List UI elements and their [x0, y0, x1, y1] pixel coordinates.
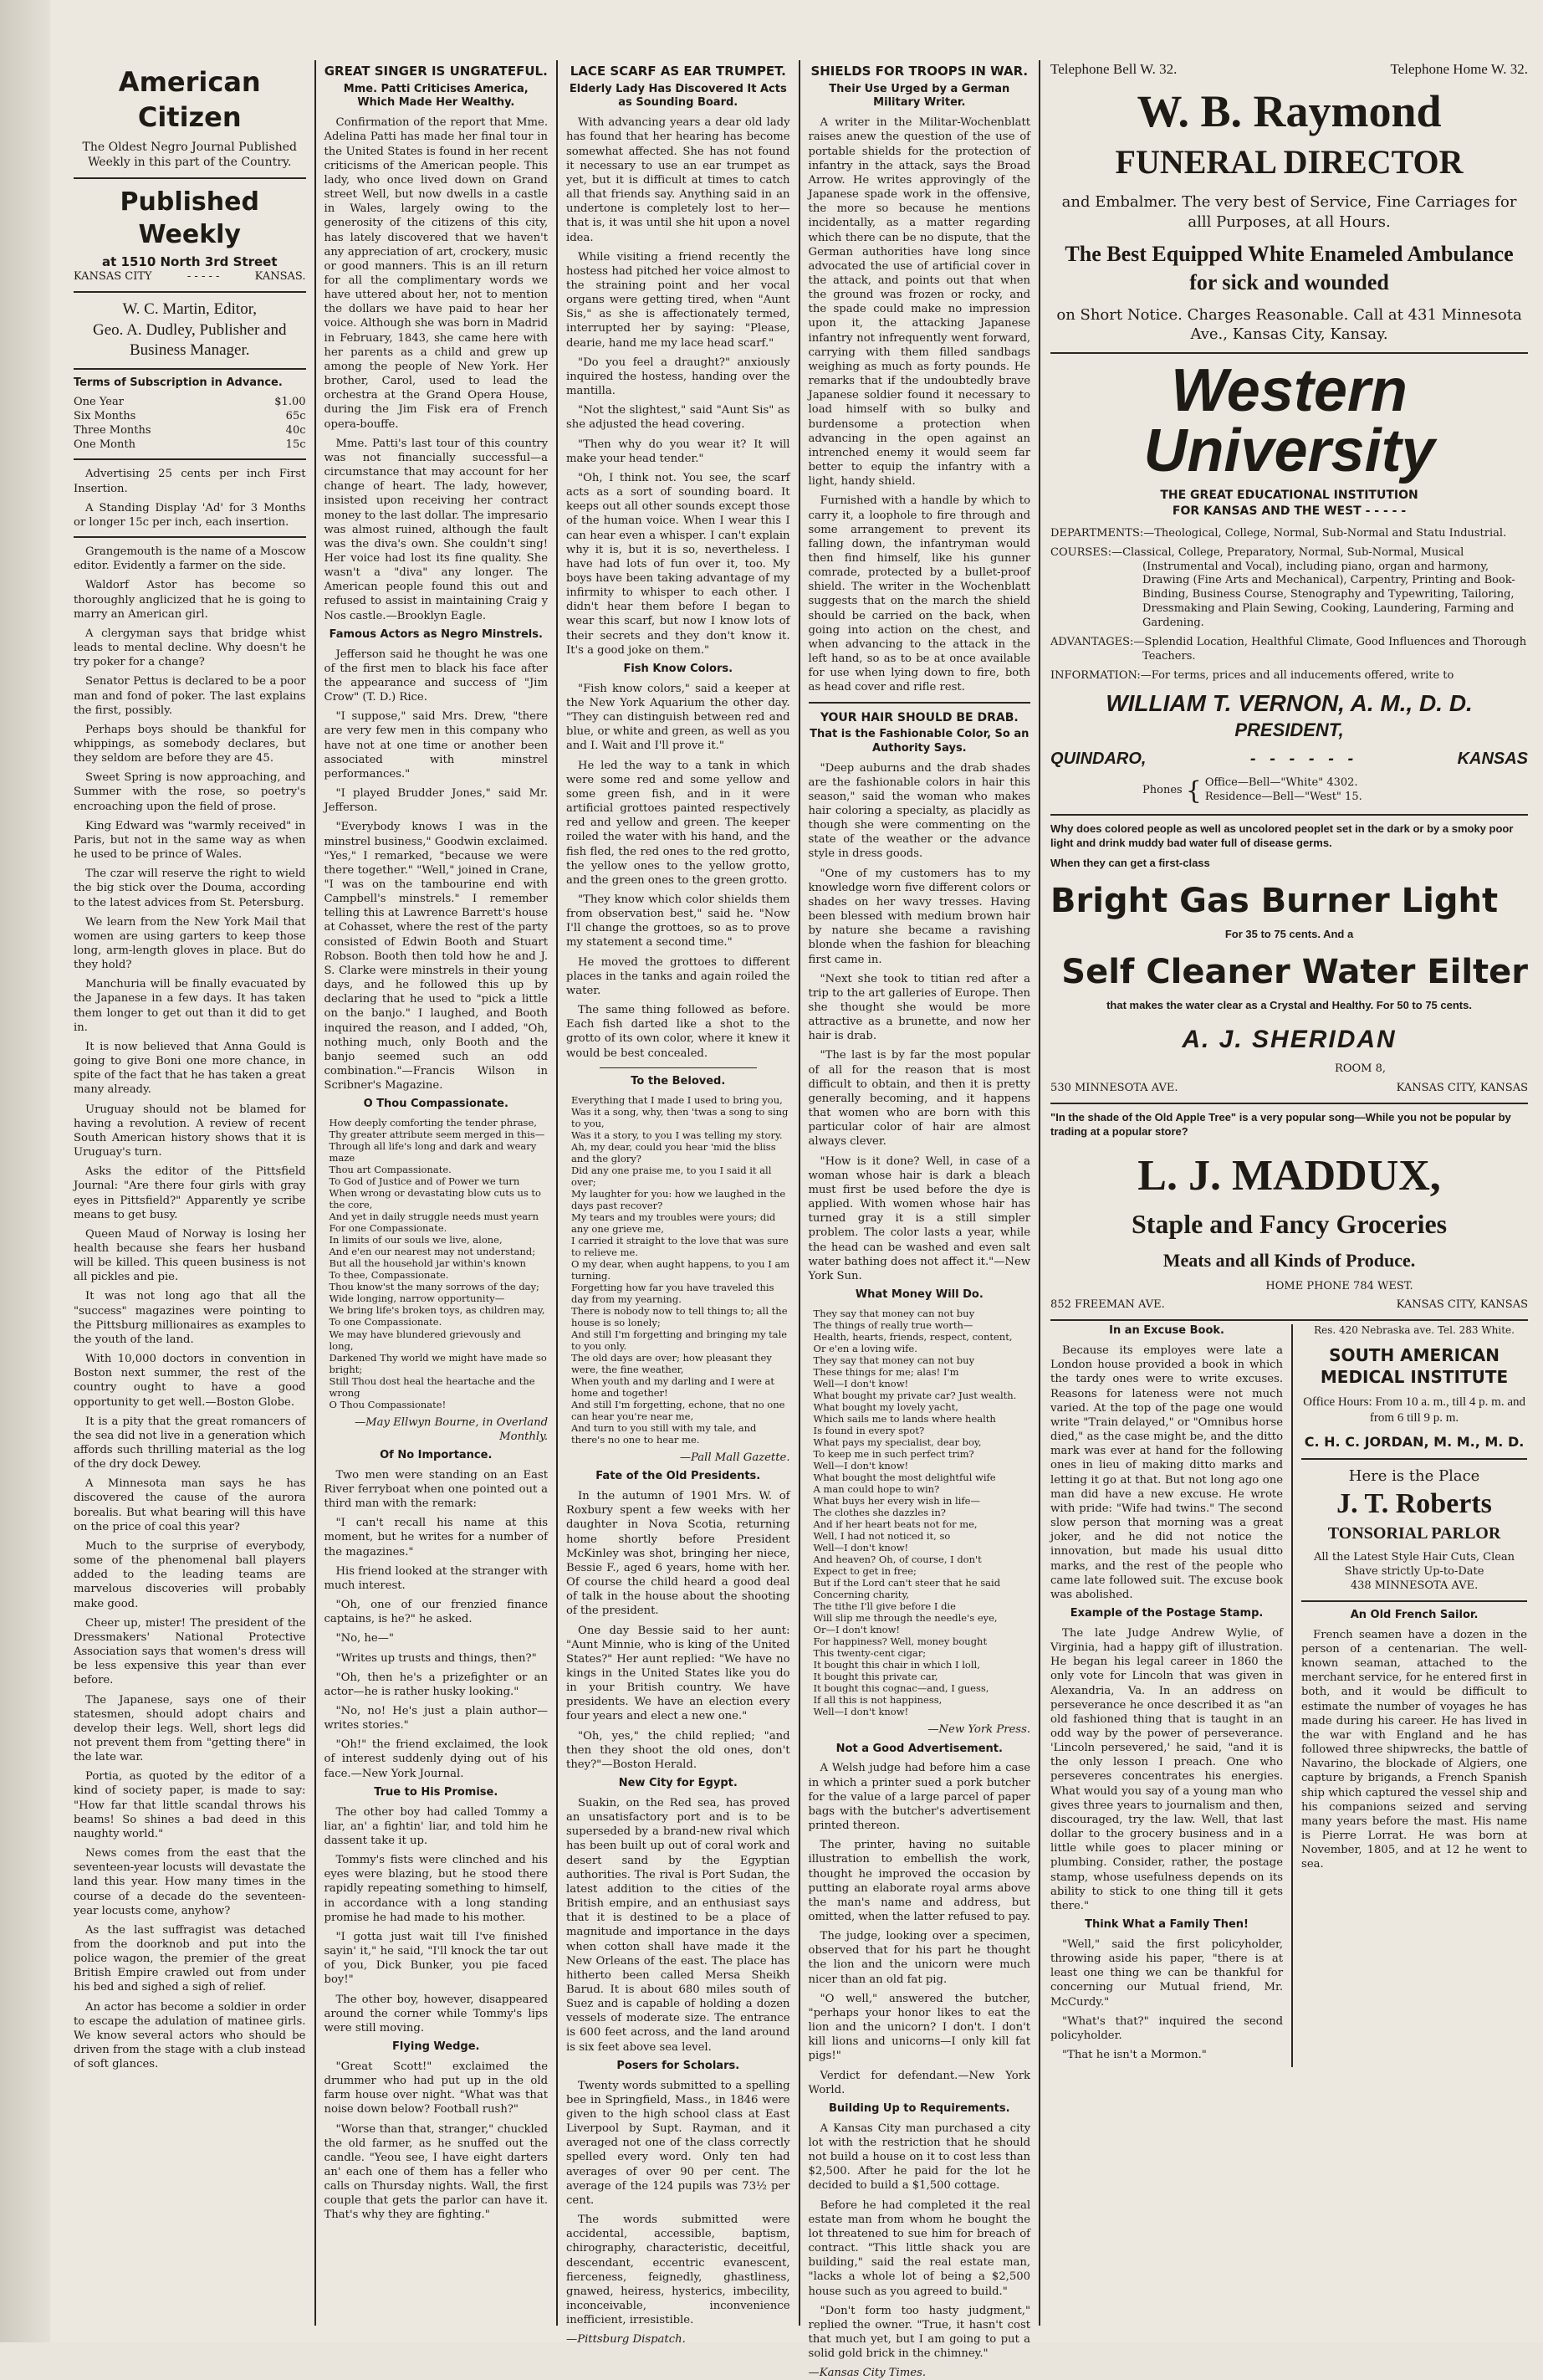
roberts-name: J. T. Roberts	[1336, 1488, 1492, 1520]
paragraph: His friend looked at the stranger with much interest.	[324, 1564, 549, 1592]
divider	[1301, 1458, 1527, 1460]
city-right: KANSAS.	[254, 270, 306, 284]
paragraph: "Next she took to titian red after a trip to the art galleries of Europe. Then she thought she would be more attractive as a brunette, and now her hair is drab.	[808, 972, 1031, 1043]
poem-line: My tears and my troubles were yours; did any one grieve me,	[571, 1210, 776, 1235]
terms-label: One Month	[74, 438, 135, 451]
institute-name-2: MEDICAL INSTITUTE	[1320, 1366, 1509, 1387]
paragraph: The czar will reserve the right to wield the big stick over the Douma, according to the latest advices from St. Petersburg.	[74, 868, 306, 909]
poem-line: And yet in daily struggle needs must yearn	[329, 1210, 539, 1223]
paragraph: The other boy had called Tommy a liar, an' a fightin' liar, and told him he dassent take it up.	[324, 1805, 549, 1847]
poem-line: Health, hearts, friends, respect, content,	[813, 1330, 1013, 1343]
filter-title: Self Cleaner Water Eilter	[1061, 953, 1529, 992]
poem-line: In limits of our souls we live, alone,	[329, 1234, 503, 1246]
poem-line: Ah, my dear, could you hear 'mid the bliss and the glory?	[571, 1140, 776, 1164]
headline: Famous Actors as Negro Minstrels.	[329, 627, 543, 641]
phones-label: Phones	[1142, 783, 1183, 796]
raymond-ambulance: The Best Equipped White Enameled Ambulance for sick and wounded	[1065, 242, 1514, 294]
paragraph: Much to the surprise of everybody, some of the phenomenal ball players added to the leading teams are marvelous discoveries will probably make good.	[74, 1539, 306, 1610]
poem-line: It bought this private car,	[813, 1671, 938, 1683]
paragraph: A Kansas City man purchased a city lot with the restriction that he should not build a house on it to cost less than $2,500. After he paid for the lot he decided to build a $1,500 cottage.	[808, 2122, 1031, 2193]
paragraph: The late Judge Andrew Wylie, of Virginia, had a happy gift of illustration. He began his legal career in 1860 the only vote for Lincoln that was given in Alexandria, Va. In an address on perseverance he once described it as "an old fashioned thing that is taught in an odd way by the power of perseverance. 'Lincoln persevered,' he said, "and it is the only lesson I preach. One who perseveres concentrates his energies. What would you say of a young man who gives three years to journalism and then, discouraged, try the law. Well, that last dollar to the grocery business and in a little while goes to placer mining or plumbing. Consider, rather, the postage stamp, whose usefulness depends on its ability to stick to one thing till it gets there."	[1050, 1626, 1284, 1912]
ads-subcolumn-left	[1050, 1324, 1293, 2067]
page-binding-shadow	[0, 0, 50, 2342]
sheridan-city: KANSAS CITY, KANSAS	[1396, 1082, 1529, 1095]
poem-line: And e'en our nearest may not understand;	[329, 1246, 536, 1258]
paragraph: "What's that?" inquired the second policyholder.	[1050, 2014, 1284, 2042]
phone-residence: Residence—Bell—"West" 15.	[1204, 791, 1362, 804]
paragraph: A Welsh judge had before him a case in which a printer sued a pork butcher for the value of a large parcel of paper bags with the butcher's advertisement printed thereon.	[808, 1762, 1031, 1833]
headline: SHIELDS FOR TROOPS IN WAR.	[810, 64, 1029, 79]
paper-title: American Citizen	[118, 66, 261, 133]
poem-line: Will slip me through the needle's eye,	[813, 1612, 998, 1625]
editor-line: W. C. Martin, Editor,	[122, 299, 258, 318]
paragraph: With 10,000 doctors in convention in Boston next summer, the rest of the country ought to have a good opportunity to get well.—Boston Globe.	[74, 1353, 306, 1409]
paragraph: Perhaps boys should be thankful for whippings, as somebody declares, but they seldom are before they are 45.	[74, 723, 306, 765]
paragraph: "Oh, yes," the child replied; "and then they shoot the old ones, don't they?"—Boston Herald.	[566, 1729, 790, 1771]
paragraph: "Oh, then he's a prizefighter or an actor—he is rather husky looking."	[324, 1671, 549, 1698]
paragraph: It is a pity that the great romancers of the sea did not live in a generation which affords such thrilling material as the log of the dry dock Dewey.	[74, 1415, 306, 1472]
paragraph: "Well," said the first policyholder, throwing aside his paper, "there is at least one thing we can be thankful for concerning our Mutual friend, Mr. McCurdy."	[1050, 1937, 1284, 2009]
poem-line: Did any one praise me, to you I said it all over;	[571, 1164, 772, 1188]
headline: True to His Promise.	[374, 1785, 498, 1799]
poem-line: Well—I don't know!	[813, 1706, 909, 1718]
column-2	[316, 60, 559, 2326]
divider	[1050, 1319, 1528, 1321]
poem-line: Well—I don't know!	[813, 1377, 909, 1390]
terms-title: Terms of Subscription in Advance.	[74, 376, 283, 390]
poem-line: Well—I don't know!	[813, 1460, 909, 1472]
roberts-address: 438 MINNESOTA AVE.	[1350, 1579, 1479, 1593]
paragraph: Because its employes were late a London house provided a book in which the tardy ones were to write excuses. Reasons for lateness were not much varied. At the top of the page one would write "Train delayed," or "Omnibus horse died," as the case might be, and the ditto mark was ever at hand for the following ones in lieu of making ditto marks and letting it go at that. But not long ago one man did have a new excuse. He wrote with pride: "Wife had twins." The second slow person that morning was a great joker, and he did not notice the innovation, but made his usual ditto marks, and the rest of the people who came late followed suit. The excuse book was abolished.	[1050, 1344, 1284, 1601]
poem-line: To thee, Compassionate.	[329, 1269, 449, 1282]
credit: —Kansas City Times.	[808, 2367, 927, 2380]
headline: Posers for Scholars.	[616, 2059, 740, 2072]
poem-line: O my dear, when aught happens, to you I am turning.	[571, 1257, 790, 1282]
poem-line: To keep me in such perfect trim?	[813, 1448, 974, 1461]
poem-line: When youth and my darling and I were at home and together!	[571, 1374, 775, 1399]
paragraph: Confirmation of the report that Mme. Adelina Patti has made her final tour in the United States is found in her recent criticisms of the American people. This lady, who once lived down on Grand street Well, but now dwells in a castle in Wales, largely owing to the generosity of the citizens of this city, has lately discovered that we haven't any appreciation of art, crockery, music or good manners. This is an ill return for all the complimentary words we have uttered about her, not to mention the dollars we have paid to hear her voice. Although she was born in Madrid in February, 1843, she came here with her parents as a child and grew up among the people of New York. Her brother, Carol, used to lead the orchestra at the Grand Opera House, during the Jim Fisk era of French opera-bouffe.	[324, 116, 549, 431]
headline: LACE SCARF AS EAR TRUMPET.	[570, 64, 786, 79]
poem-line: I carried it straight to the love that was sure to relieve me.	[571, 1234, 789, 1258]
headline: GREAT SINGER IS UNGRATEFUL.	[324, 64, 548, 79]
poem-line: Thy greater attribute seem merged in this—	[329, 1129, 545, 1141]
institute-name-1: SOUTH AMERICAN	[1329, 1344, 1500, 1365]
divider	[600, 1067, 757, 1068]
headline: O Thou Compassionate.	[363, 1098, 508, 1111]
paragraph: "Fish know colors," said a keeper at the New York Aquarium the other day. "They can distinguish between red and blue, or white and green, as well as you and I. Wait and I'll prove it."	[566, 682, 790, 753]
poem-line: And turn to you still with my tale, and there's no one to hear me.	[571, 1422, 757, 1446]
poem-line: Well—I don't know!	[813, 1542, 909, 1554]
roberts-intro: Here is the Place	[1348, 1466, 1480, 1485]
poem-line: The tithe I'll give before I die	[813, 1600, 956, 1613]
paragraph: "Oh, I think not. You see, the scarf acts as a sort of sounding board. It keeps out all other sounds except those of the human voice. When I wear this I can hear even a whisper. I can't explain why it is, but it is so, nevertheless. I have had lots of fun over it, too. My boys have been taking advantage of my infirmity to whisper to each other. I didn't hear them before I began to wear this scarf, but now I know lots of their secrets and they don't know it. It's a good joke on them."	[566, 471, 790, 657]
paragraph: He led the way to a tank in which were some red and some yellow and some green fish, and in it were artificial grottoes painted respectively red and yellow and green. The keeper roiled the water with his hand, and the fish fled, the red ones to the red grotto, the yellow ones to the yellow grotto, and the green ones to the green grotto.	[566, 759, 790, 887]
ads-subcolumn-right	[1293, 1324, 1527, 2067]
divider	[1050, 814, 1528, 816]
paragraph: "Do you feel a draught?" anxiously inquired the hostess, handing over the mantilla.	[566, 356, 790, 398]
poem-line: And still I'm forgetting, echone, that no one can hear you're near me,	[571, 1399, 785, 1423]
poem-line: Which sails me to lands where health	[813, 1413, 996, 1425]
ads-subcolumns	[1050, 1324, 1528, 2067]
vernon-title: PRESIDENT,	[1234, 719, 1344, 741]
terms-list	[74, 396, 306, 453]
paragraph: "O well," answered the butcher, "perhaps your honor likes to eat the lion and the unicorn? I don't. I don't kill lions and unicorns—I only kill fat pigs!"	[808, 1992, 1031, 2063]
terms-label: Six Months	[74, 409, 136, 422]
phone-office: Office—Bell—"White" 4302.	[1204, 776, 1358, 790]
gas-price: For 35 to 75 cents. And a	[1224, 928, 1354, 941]
poem-line: Is found in every spot?	[813, 1425, 925, 1437]
roberts-business: TONSORIAL PARLOR	[1327, 1524, 1501, 1543]
poem-line: These things for me; alas! I'm	[813, 1365, 959, 1378]
published-weekly: Published Weekly	[120, 187, 259, 249]
maddux-city: KANSAS CITY, KANSAS	[1396, 1298, 1529, 1312]
headline: Flying Wedge.	[392, 2040, 480, 2054]
paper-city	[74, 270, 306, 284]
paragraph: Waldorf Astor has become so thoroughly anglicized that he is going to marry an American girl.	[74, 579, 306, 621]
poem-line: If all this is not happiness,	[813, 1694, 943, 1707]
headline: YOUR HAIR SHOULD BE DRAB.	[820, 710, 1019, 724]
poem-line: We may have blundered grievously and long,	[329, 1328, 521, 1352]
telephone-line	[1050, 60, 1528, 79]
poem-line: What bought the most delightful wife	[813, 1472, 996, 1484]
column-3	[558, 60, 800, 2347]
credit: —New York Press.	[927, 1723, 1031, 1737]
paragraph: Jefferson said he thought he was one of the first men to black his face after the appearance and success of "Jim Crow" (T. D.) Rice.	[324, 647, 549, 704]
paragraph: French seamen have a dozen in the person of a centenarian. The well-known seaman, attached to the merchant service, for he entered first in both, and it would be difficult to estimate the number of voyages he has made during his career. He has lived in the war with England and he has followed three shipwrecks, the battle of Navarino, the blockade of Algiers, one capture by brigands, a French Spanish ship which captured the vessel ship and his companions seized and serving many years before the mast. His name is Pierre Lorrat. He was born at November, 1805, and at 12 he went to sea.	[1301, 1628, 1528, 1871]
subheadline: That is the Fashionable Color, So an Authority Says.	[810, 727, 1030, 755]
quindaro-kansas: KANSAS	[1457, 749, 1529, 768]
advertising-rate: Advertising 25 cents per inch First Insertion.	[74, 468, 306, 495]
poem-line: When wrong or devastating blow cuts us to the core,	[329, 1187, 541, 1211]
poem-line: And if her heart beats not for me,	[813, 1518, 978, 1531]
poem-line: For one Compassionate.	[329, 1222, 447, 1235]
poem-line: Or—I don't know!	[813, 1624, 901, 1636]
university-title: Western University	[1143, 357, 1435, 485]
raymond-name: W. B. Raymond	[1137, 86, 1442, 137]
paragraph: Two men were standing on an East River ferryboat when one pointed out a third man with the remark:	[324, 1468, 549, 1511]
column-4	[800, 60, 1041, 2380]
headline: To the Beloved.	[631, 1074, 726, 1088]
poem-line: To God of Justice and of Power we turn	[329, 1175, 520, 1188]
sheridan-room: ROOM 8,	[1335, 1062, 1386, 1076]
headline: What Money Will Do.	[855, 1287, 984, 1301]
paragraph: "Great Scott!" exclaimed the drummer who had put up in the old farm house over night. "What was that noise down below? Football rush?"	[324, 2060, 549, 2116]
roberts-styles: All the Latest Style Hair Cuts, Clean Shave strictly Up-to-Date	[1314, 1551, 1515, 1579]
subheadline: Elderly Lady Has Discovered It Acts as Sounding Board.	[569, 82, 787, 110]
phones-block	[1142, 775, 1528, 807]
sheridan-name: A. J. SHERIDAN	[1182, 1026, 1397, 1054]
terms-price: 65c	[285, 409, 306, 422]
paragraph: While visiting a friend recently the hostess had pitched her voice almost to the straining point and her vocal organs were getting tired, when "Aunt Sis," as she is affectionately termed, interrupted her by saying: "Please, dearie, hand me my lace head scarf."	[566, 250, 790, 350]
poem-line: But if the Lord can't steer that he said	[813, 1577, 1001, 1589]
poem-line: Thou know'st the many sorrows of the day;	[329, 1281, 539, 1293]
paragraph: "That he isn't a Mormon."	[1062, 2048, 1207, 2061]
sheridan-address: 530 MINNESOTA AVE.	[1050, 1082, 1178, 1095]
poem-line: They say that money can not buy	[813, 1354, 975, 1366]
paragraph: Cheer up, mister! The president of the Dressmakers' National Protective Association says that women's dress will be less expensive this year than ever before.	[74, 1616, 306, 1687]
column-ads	[1040, 60, 1533, 2326]
raymond-embalmer: and Embalmer. The very best of Service, Fine Carriages for alll Purposes, at all Hours.	[1061, 193, 1517, 231]
headline: Fate of the Old Presidents.	[595, 1470, 761, 1483]
column-masthead	[65, 60, 316, 2326]
paragraph: "Writes up trusts and things, then?"	[335, 1651, 537, 1665]
terms-label: Three Months	[74, 423, 151, 437]
paragraph: "Oh!" the friend exclaimed, the look of interest suddenly dying out of his face.—New York Journal.	[324, 1738, 549, 1780]
paragraph: In the autumn of 1901 Mrs. W. of Roxbury spent a few weeks with her daughter in Nova Scotia, returning home shortly before President McKinley was shot, bringing her niece, Bessie F., aged 6 years, home with her. Of course the child heard a good deal of talk in the house about the shooting of the president.	[566, 1490, 790, 1618]
university-advantages: ADVANTAGES:—Splendid Location, Healthful Climate, Good Influences and Thorough Teachers.	[1050, 636, 1527, 663]
paragraph: A clergyman says that bridge whist leads to mental decline. Why doesn't he try poker for a change?	[74, 627, 306, 669]
credit: —Pall Mall Gazette.	[679, 1451, 790, 1465]
institute-residence: Res. 420 Nebraska ave. Tel. 283 White.	[1314, 1324, 1515, 1337]
paragraph: Manchuria will be finally evacuated by the Japanese in a few days. It has taken them longer to get out than it did to get in.	[74, 978, 306, 1034]
paragraph: Portia, as quoted by the editor of a kind of society paper, is made to say: "How far that little scandal throws his beams! So shines a bad deed in this naughty world."	[74, 1770, 306, 1840]
sheridan-address-line	[1050, 1082, 1528, 1096]
paragraph: "The last is by far the most popular of all for the reason that is most difficult to obtain, and then it is pretty generally becoming, and it happens that women who are born with this particular color of hair are almost always clever.	[808, 1049, 1031, 1149]
terms-row	[74, 396, 306, 410]
divider	[74, 536, 306, 538]
poem-line: There is nobody now to tell things to; all the house is so lonely;	[571, 1304, 788, 1328]
paragraph: He moved the grottoes to different places in the tanks and again roiled the water.	[566, 955, 790, 997]
poem-line: The clothes she dazzles in?	[813, 1507, 946, 1519]
paragraph: "No, no! He's just a plain author—writes stories."	[324, 1705, 549, 1733]
university-information: INFORMATION:—For terms, prices and all inducements offered, write to	[1050, 668, 1454, 682]
poem-line: O Thou Compassionate!	[329, 1398, 447, 1410]
headline: Think What a Family Then!	[1085, 1918, 1249, 1931]
headline: Building Up to Requirements.	[829, 2101, 1010, 2115]
terms-price: 15c	[285, 438, 306, 451]
paragraph: "I played Brudder Jones," said Mr. Jefferson.	[324, 787, 549, 815]
terms-row	[74, 438, 306, 453]
paragraph: One day Bessie said to her aunt: "Aunt Minnie, who is king of the United States?" Her aunt replied: "We have no kings in the United States like you do in your British country. We have presidents. We have an election every four years and elect a new one."	[566, 1624, 790, 1723]
paragraph: "I gotta just wait till I've finished sayin' it," he said, "I'll knock the tar out of you, Dick Bunker, you pie faced boy!"	[324, 1930, 549, 1987]
paragraph: Mme. Patti's last tour of this country was not financially successful—a circumstance that may account for her change of heart. The lady, however, insisted upon receiving her contract money to the last dollar. The impresario was almost ruined, although the fault was the diva's own. She couldn't sing! Her voice had lost its fine quality. She wasn't a "diva" any longer. The American people found this out and refused to assist in maintaining Craig y Nos castle.—Brooklyn Eagle.	[324, 437, 549, 622]
credit: —Pittsburg Dispatch.	[566, 2333, 686, 2347]
university-departments: DEPARTMENTS:—Theological, College, Normal, Sub-Normal and Statu Industrial.	[1050, 526, 1507, 540]
paragraph: Uruguay should not be blamed for having a revolution. A review of recent South American history shows that it is Uruguay's turn.	[74, 1103, 306, 1159]
poem-line: Expect to get in free;	[813, 1565, 917, 1578]
terms-price: 40c	[285, 423, 306, 437]
paragraph: Before he had completed it the real estate man from whom he bought the lot threatened to sue him for breach of contract. "This little shack you are building," said the real estate man, "lacks a whole lot of being a $2,500 house such as you agreed to build."	[808, 2198, 1031, 2298]
paragraph: "Oh, one of our frenzied finance captains, is he?" he asked.	[324, 1599, 549, 1626]
university-sub2: FOR KANSAS AND THE WEST - - - - -	[1172, 504, 1407, 518]
poem-line: Still Thou dost heal the heartache and the wrong	[329, 1374, 535, 1399]
paragraph: We learn from the New York Mail that women are using garters to keep those long, arm-length gloves in place. But do they hold?	[74, 915, 306, 972]
maddux-meats: Meats and all Kinds of Produce.	[1162, 1249, 1416, 1271]
paragraph: "Everybody knows I was in the minstrel business," Goodwin exclaimed. "Yes," I remarked, "because we were there together." "Well," joined in Crane, "I was on the tambourine end with Campbell's minstrels." I remember telling this at Lawrence Barrett's house at Cohasset, where the rest of the party consisted of Edwin Booth and Stuart Robson. Booth then told how he and J. S. Clarke were minstrels in their young days, and he followed this up by declaring that he used to "pick a little on the banjo." I laughed, and Booth inquired the reason, and I added, "Oh, nothing much, only Booth and the banjo seemed such an odd combination."—Francis Wilson in Scribner's Magazine.	[324, 821, 549, 1093]
maddux-phone: HOME PHONE 784 WEST.	[1265, 1279, 1413, 1292]
paragraph: "They know which color shields them from observation best," said he. "Now I'll change the grottoes, so as to prove my statement a second time."	[566, 893, 790, 949]
university-sub1: THE GREAT EDUCATIONAL INSTITUTION	[1160, 489, 1418, 503]
phones-list	[1205, 776, 1362, 805]
paragraph: The words submitted were accidental, accessible, baptism, chirography, characteristic, deceitful, descendant, eccentric evanescent, fierceness, feignedly, ghastliness, gnawed, heiress, hysterics, imbecility, inconceivable, inconvenience inefficient, irresistible.	[566, 2214, 790, 2327]
paragraph: "One of my customers has to my knowledge worn five different colors or shades on her wavy tresses. Having been blessed with medium brown hair by nature she became a ravishing blonde when the fashion for bleaching first came in.	[808, 867, 1031, 966]
poem-line: My laughter for you: how we laughed in the days past recover?	[571, 1187, 786, 1211]
gas-when: When they can get a first-class	[1050, 857, 1210, 870]
apple-tree-text: "In the shade of the Old Apple Tree" is a very popular song—While you not be popular by trading at a popular store?	[1050, 1110, 1511, 1138]
divider	[74, 458, 306, 460]
poem-line: The old days are over; how pleasant they were, the fine weather,	[571, 1351, 772, 1375]
terms-row	[74, 424, 306, 438]
maddux-groceries: Staple and Fancy Groceries	[1131, 1209, 1448, 1240]
poem-line: What pays my specialist, dear boy,	[813, 1436, 982, 1449]
paper-tagline: The Oldest Negro Journal Published Weekly in this part of the Country.	[82, 141, 297, 170]
paragraph: Sweet Spring is now approaching, and Summer with the rose, so poetry's encroaching upon the field of prose.	[74, 771, 306, 813]
poem-line: How deeply comforting the tender phrase,	[329, 1117, 537, 1129]
poem-line: They say that money can not buy	[813, 1307, 975, 1319]
poem-line: It bought this cognac—and, I guess,	[813, 1682, 989, 1695]
poem-line: To one Compassionate.	[329, 1316, 442, 1328]
poem-line: And heaven? Oh, of course, I don't	[813, 1553, 982, 1566]
paragraph: Grangemouth is the name of a Moscow editor. Evidently a farmer on the side.	[74, 545, 306, 573]
paragraph: "How is it done? Well, in case of a woman whose hair is dark a bleach must first be used before the dye is applied. With women whose hair has turned gray it is a still simpler problem. The color lasts a year, while the head can be washed and even salt water bathing does not affect it."—New York Sun.	[808, 1154, 1031, 1282]
divider	[74, 177, 306, 179]
paragraph: As the last suffragist was detached from the doorknob and put into the police wagon, the premier of the great British Empire crawled out from under his bed and sighed a sigh of relief.	[74, 1923, 306, 1994]
poem	[330, 1117, 549, 1410]
paragraph: The Japanese, says one of their statesmen, should adopt chairs and develop their legs. Well, short legs did not prevent them from "getting there" in the late war.	[74, 1693, 306, 1764]
institute-doctor: C. H. C. JORDAN, M. M., M. D.	[1304, 1433, 1525, 1450]
poem-line: For happiness? Well, money bought	[813, 1635, 988, 1648]
quindaro-dashes: - - - - - -	[1249, 749, 1354, 768]
filter-desc: that makes the water clear as a Crystal and Healthy. For 50 to 75 cents.	[1106, 999, 1472, 1012]
terms-price: $1.00	[274, 395, 306, 408]
subheadline: Their Use Urged by a German Military Writer.	[829, 82, 1010, 110]
poem-line: We bring life's broken toys, as children may,	[329, 1304, 545, 1317]
display-ad-rate: A Standing Display 'Ad' for 3 Months or longer 15c per inch, each insertion.	[74, 501, 306, 529]
paper-address: at 1510 North 3rd Street	[102, 253, 278, 269]
telephone-home: Telephone Home W. 32.	[1390, 61, 1529, 77]
poem-line: Everything that I made I used to bring you,	[571, 1093, 783, 1106]
poem-line: Or e'en a loving wife.	[813, 1342, 917, 1354]
poem-line: Forgetting how far you have traveled this day from my yearning.	[571, 1281, 774, 1305]
poem-line: Wide longing, narrow opportunity—	[329, 1292, 505, 1305]
paragraph: With advancing years a dear old lady has found that her hearing has become somewhat affected. She has not found it necessary to use an ear trumpet as yet, but it is difficult at times to catch all that friends say. Anything said in an undertone is completely lost to her—that is, it was until she hit upon a novel idea.	[566, 116, 790, 244]
paragraph: King Edward was "warmly received" in Paris, but not in the same way as when he used to be prince of Wales.	[74, 819, 306, 862]
poem-line: This twenty-cent cigar;	[813, 1647, 927, 1660]
divider	[1301, 1600, 1527, 1602]
vernon-name: WILLIAM T. VERNON, A. M., D. D.	[1106, 689, 1473, 716]
maddux-address-line	[1050, 1298, 1528, 1313]
poem-line: The things of really true worth—	[813, 1318, 973, 1331]
headline: Not a Good Advertisement.	[835, 1742, 1003, 1755]
headline: Of No Importance.	[380, 1448, 493, 1461]
poem-line: Concerning charity,	[813, 1589, 910, 1601]
poem-line: What bought my private car? Just wealth.	[813, 1389, 1017, 1401]
terms-row	[74, 410, 306, 424]
paragraph: Suakin, on the Red sea, has proved an unsatisfactory port and is to be superseded by a brand-new rival which has been built up out of coral work and desert sand by the Egyptian authorities. The rival is Port Sudan, the latest addition to the cities of the British empire, and an enthusiast says that it is destined to be a place of magnitude and importance in the days when cotton shall have made it the New Orleans of the east. The place has hitherto been called Mersa Sheikh Barud. It is about 680 miles south of Suez and is capable of holding a dozen vessels of moderate size. The entrance is 600 feet across, and the land around is six feet above sea level.	[566, 1796, 790, 2054]
quindaro-line	[1050, 748, 1528, 770]
paragraph: It is now believed that Anna Gould is going to give Boni one more chance, in spite of the fact that he has taken a great many already.	[74, 1040, 306, 1097]
paragraph: "Then why do you wear it? It will make your head tender."	[566, 438, 790, 465]
publisher-line: Geo. A. Dudley, Publisher and Business Manager.	[93, 320, 287, 360]
poem-line: Through all life's long and dark and weary maze	[329, 1140, 537, 1164]
gas-title: Bright Gas Burner Light	[1050, 882, 1499, 921]
paragraph: Senator Pettus is declared to be a poor man and fond of poker. The last explains the first, possibly.	[74, 675, 306, 717]
divider	[74, 291, 306, 293]
paragraph: A writer in the Militar-Wochenblatt raises anew the question of the use of portable shields for the protection of infantry in the attack, says the Broad Arrow. He writes approvingly of the Japanese spade work in the offensive, the more so because he mentions incidentally, as a matter regarding which there can be no dispute, that the German authorities have long since advocated the use of artificial cover in the attack, and points out that when the ground was frozen or rocky, and the spade could make no impression upon it, the attacking Japanese infantry not infrequently went forward, carrying with them filled sandbags weighing as much as forty pounds. He remarks that if the undoubtedly brave Japanese soldier found it necessary to load himself with so bulky and burdensome a protection when advancing in the open against an intrenched enemy it would seem far better to equip the infantry with a light, handy shield.	[808, 116, 1031, 489]
maddux-name: L. J. MADDUX,	[1137, 1151, 1441, 1200]
headline: In an Excuse Book.	[1109, 1324, 1224, 1338]
paragraph: The other boy, however, disappeared around the corner while Tommy's lips were still moving.	[324, 1993, 549, 2035]
paragraph: "Don't form too hasty judgment," replied the owner. "True, it hasn't cost that much yet, but I am going to put a solid gold brick in the chimney."	[808, 2304, 1031, 2361]
paragraph: "No, he—"	[335, 1632, 394, 1646]
headline: Fish Know Colors.	[623, 662, 733, 675]
credit: —May Ellwyn Bourne, in Overland Monthly.	[354, 1415, 549, 1443]
paragraph: Queen Maud of Norway is losing her health because she fears her husband will be killed. This queen business is not all pickles and pie.	[74, 1227, 306, 1284]
funeral-director: FUNERAL DIRECTOR	[1115, 143, 1464, 182]
institute-hours: Office Hours: From 10 a. m., till 4 p. m. and from 6 till 9 p. m.	[1303, 1395, 1526, 1425]
university-courses: COURSES:—Classical, College, Preparatory, Normal, Sub-Normal, Musical (Instrumental and Vocal), including piano, organ and harmony, Drawing (Fine Arts and Mechanical), Carpentry, Printing and Book-Binding, Business Course, Stenography and Typewriting, Tailoring, Dressmaking and Plain Sewing, Cooking, Laundering, Farming and Gardening.	[1050, 545, 1515, 630]
paragraph: Twenty words submitted to a spelling bee in Springfield, Mass., in 1846 were given to the high school class at East Liverpool by Supt. Rayman, and it averaged not one of the class correctly spelled every word. Only ten had averages of over 90 per cent. The average of the 124 pupils was 73½ per cent.	[566, 2079, 790, 2207]
terms-label: One Year	[74, 395, 124, 408]
paragraph: "I suppose," said Mrs. Drew, "there are very few men in this company who have not at one time or another been associated with minstrel performances."	[324, 710, 549, 781]
divider	[1050, 1103, 1528, 1104]
subheadline: Mme. Patti Criticises America, Which Made Her Wealthy.	[343, 82, 529, 110]
paragraph: Asks the editor of the Pittsfield Journal: "Are there four girls with gray eyes in Pittsfield?" Apparently ye scribe means to get busy.	[74, 1165, 306, 1221]
quindaro: QUINDARO,	[1050, 749, 1147, 768]
brace: {	[1185, 775, 1202, 806]
poem-line: A man could hope to win?	[813, 1483, 940, 1496]
poem-line: Thou art Compassionate.	[329, 1164, 452, 1176]
paragraph: News comes from the east that the seventeen-year locusts will devastate the land this year. How many times in the course of a decade do the seventeen-year locusts come, anyhow?	[74, 1847, 306, 1917]
headline: An Old French Sailor.	[1350, 1608, 1479, 1621]
poem-line: Darkened Thy world we might have made so bright;	[329, 1351, 547, 1375]
paragraph: "Worse than that, stranger," chuckled the old farmer, as he snuffed out the candle. "Yeou see, I have eight darters an' each one of them has a feller who calls on Thursday nights. Wall, the first couple that gets the parlor can have it. That's why they are fighting."	[324, 2122, 549, 2222]
city-left: KANSAS CITY	[74, 270, 152, 284]
paragraph: "I can't recall his name at this moment, but he writes for a number of the magazines."	[324, 1517, 549, 1559]
poem-line: But all the household jar within's known	[329, 1257, 526, 1270]
poem-line: What buys her every wish in life—	[813, 1495, 980, 1507]
poem-line: Well, I had not noticed it, so	[813, 1530, 951, 1543]
divider	[74, 368, 306, 370]
paragraph: The judge, looking over a specimen, observed that for his part he thought the lion and the unicorn were much nicer than an old fat pig.	[808, 1930, 1031, 1986]
headline: Example of the Postage Stamp.	[1070, 1606, 1264, 1620]
divider	[1050, 352, 1528, 354]
paragraph: The same thing followed as before. Each fish darted like a shot to the grotto of its own color, where it knew it would be best concealed.	[566, 1004, 790, 1060]
paragraph: "Not the slightest," said "Aunt Sis" as she adjusted the head covering.	[566, 404, 790, 432]
raymond-notice: on Short Notice. Charges Reasonable. Call at 431 Minnesota Ave., Kansas City, Kansay.	[1056, 305, 1522, 344]
poem-line: Was it a song, why, then 'twas a song to sing to you,	[571, 1105, 789, 1129]
paragraph: An actor has become a soldier in order to escape the adulation of matinee girls. We know several actors who should be driven from the stage with a club instead of soft glances.	[74, 2000, 306, 2071]
headline: New City for Egypt.	[618, 1777, 738, 1790]
paragraph: Furnished with a handle by which to carry it, a loophole to fire through and some arrangement to prevent its falling down, the infantryman would then find himself, like his gunner comrade, protected by a bullet-proof shield. The writer in the Wochenblatt suggests that on the march the shield should be carried on the back, when going into action on the chest, and when advancing to the attack in the left hand, so as to be at once available for use when lying down to fire, both as head cover and rifle rest.	[808, 494, 1031, 694]
paragraph: Tommy's fists were clinched and his eyes were blazing, but he stood there rapidly repeating something to himself, in accordance with a long standing promise he had made to his mother.	[324, 1854, 549, 1924]
poem	[571, 1094, 790, 1446]
city-dashes: - - - - -	[186, 270, 220, 284]
paragraph: A Minnesota man says he has discovered the cause of the aurora borealis. But what bearing will this have on the price of coal this year?	[74, 1477, 306, 1533]
poem-line: And still I'm forgetting and bringing my tale to you only.	[571, 1328, 788, 1352]
maddux-address: 852 FREEMAN AVE.	[1050, 1298, 1165, 1312]
poem-line: Was it a story, to you I was telling my story.	[571, 1129, 783, 1141]
divider	[809, 702, 1031, 704]
poem-line: What bought my lovely yacht,	[813, 1400, 958, 1413]
gas-question: Why does colored people as well as uncolored peoplet set in the dark or by a smoky poor light and drink muddy bad water full of disease germs.	[1050, 821, 1514, 849]
paragraph: "Deep auburns and the drab shades are the fashionable colors in hair this season," said the woman who makes hair coloring a specialty, as placidly as though she were commenting on the state of the weather or the advance style in dress goods.	[808, 761, 1031, 861]
paragraph: It was not long ago that all the "success" magazines were pointing to the Pittsburg millionaires as examples to the youth of the land.	[74, 1290, 306, 1346]
paragraph: Verdict for defendant.—New York World.	[808, 2069, 1031, 2096]
paragraph: The printer, having no suitable illustration to embellish the work, thought he improved the occasion by putting an elaborate royal arms above the man's name and address, but omitted, when the latter refused to pay.	[808, 1839, 1031, 1924]
poem	[814, 1308, 1031, 1718]
columns	[65, 60, 1533, 2380]
poem-line: It bought this chair in which I loll,	[813, 1659, 980, 1671]
telephone-bell: Telephone Bell W. 32.	[1050, 61, 1178, 77]
